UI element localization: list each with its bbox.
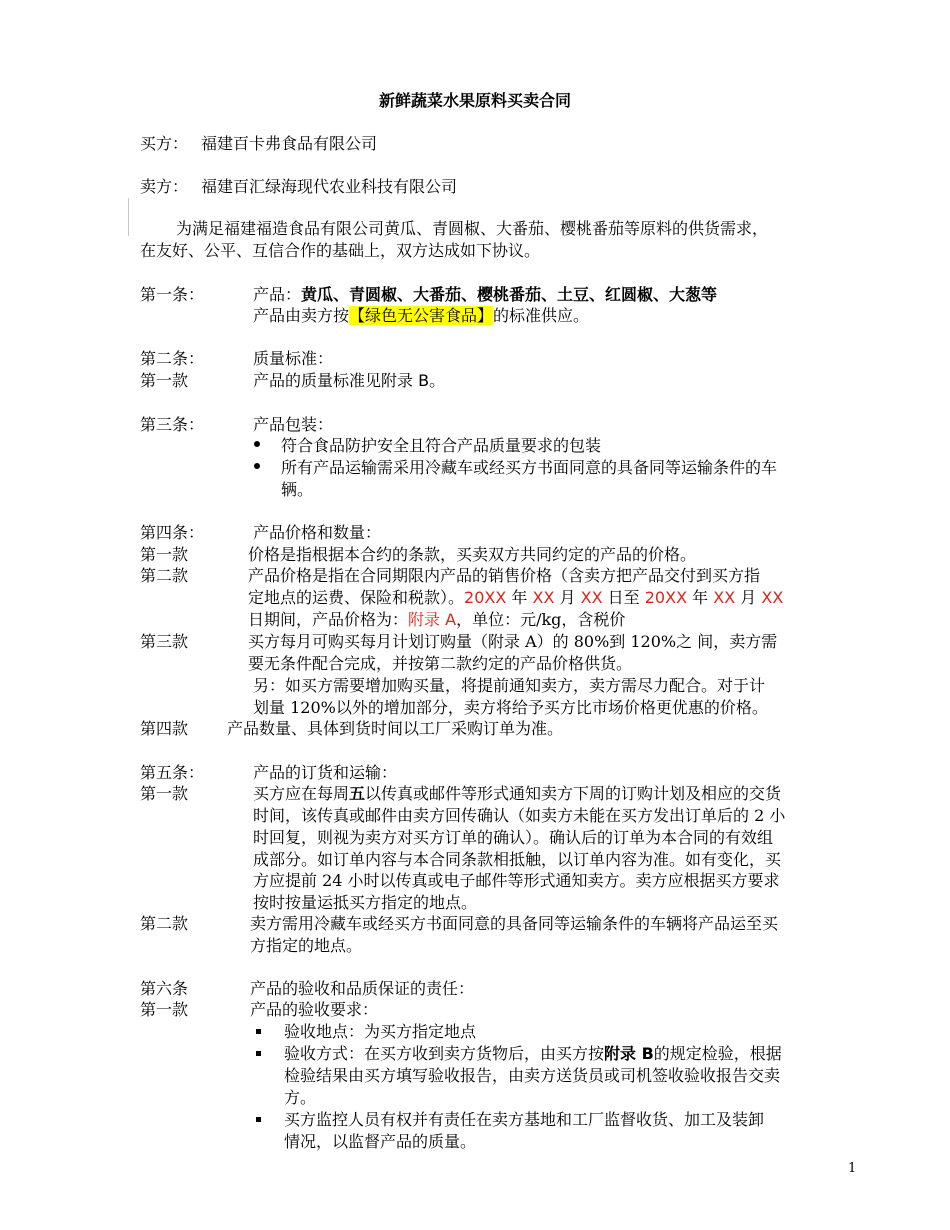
article-5-label: 第五条： (140, 763, 205, 782)
bullet-square-icon (256, 1051, 261, 1056)
bullet-dot-icon (254, 463, 260, 469)
article-4-clause-3-label: 第三款 (140, 632, 189, 651)
seller-name: 福建百汇绿海现代农业科技有限公司 (201, 177, 458, 196)
page-title: 新鲜蔬菜水果原料买卖合同 (378, 91, 571, 110)
preamble-line-2: 在友好、公平、互信合作的基础上，双方达成如下协议。 (140, 241, 541, 260)
article-4-clause-1-label: 第一款 (140, 545, 189, 564)
article-5-heading: 产品的订货和运输： (253, 763, 398, 782)
bullet-square-icon (256, 1029, 261, 1034)
article-1-products: 产品：黄瓜、青圆椒、大番茄、樱桃番茄、土豆、红圆椒、大葱等 (253, 285, 718, 304)
article-1-standard: 产品由卖方按【绿色无公害食品】的标准供应。 (253, 306, 590, 325)
article-3-heading: 产品包装： (253, 415, 334, 434)
article-2-clause-1-text: 产品的质量标准见附录 B。 (253, 371, 446, 390)
article-4-clause-1-text: 价格是指根据本合约的条款，买卖双方共同约定的产品的价格。 (248, 545, 697, 564)
article-5-clause-2-line-2: 方指定的地点。 (250, 936, 363, 955)
article-5-clause-1-line-6: 按时按量运抵买方指定的地点。 (253, 893, 478, 912)
article-5-clause-1-line-5: 方应提前 24 小时以传真或电子邮件等形式通知卖方。卖方应根据买方要求 (253, 871, 780, 890)
article-4-clause-3-line-2: 要无条件配合完成，并按第二款约定的产品价格供货。 (248, 654, 633, 673)
article-6-bullet-1: 验收地点：为买方指定地点 (284, 1022, 477, 1041)
article-6-clause-1-text: 产品的验收要求： (250, 1000, 379, 1019)
article-2-label: 第二条： (140, 349, 205, 368)
standard-highlight: 【绿色无公害食品】 (349, 306, 494, 325)
article-3-bullet-2-line-1: 所有产品运输需采用冷藏车或经买方书面同意的具备同等运输条件的车 (281, 458, 778, 477)
article-3-bullet-1: 符合食品防护安全且符合产品质量要求的包装 (281, 436, 602, 455)
article-2-heading: 质量标准： (253, 349, 334, 368)
article-4-clause-3-line-3: 另：如买方需要增加购买量，将提前通知卖方，卖方需尽力配合。对于计 (253, 676, 766, 695)
article-4-heading: 产品价格和数量： (253, 523, 382, 542)
page-number: 1 (848, 1161, 857, 1176)
article-4-clause-2-line-2: 定地点的运费、保险和税款）。20XX 年 XX 月 XX 日至 20XX 年 XX 月 XX (248, 588, 784, 607)
article-5-clause-1-line-2: 时间，该传真或邮件由卖方回传确认（如卖方未能在买方发出订单后的 2 小 (253, 806, 786, 825)
article-4-clause-2-label: 第二款 (140, 566, 189, 585)
bullet-square-icon (256, 1117, 261, 1122)
article-2-clause-1-label: 第一款 (140, 371, 189, 390)
article-6-clause-1-label: 第一款 (140, 1000, 189, 1019)
article-5-clause-1-line-3: 时回复，则视为卖方对买方订单的确认）。确认后的订单为本合同的有效组 (253, 828, 774, 847)
buyer-name: 福建百卡弗食品有限公司 (201, 134, 378, 153)
article-1-label: 第一条： (140, 285, 205, 304)
article-4-clause-4-text: 产品数量、具体到货时间以工厂采购订单为准。 (227, 719, 564, 738)
article-6-bullet-2-line-2: 检验结果由买方填写验收报告，由卖方送货员或司机签收验收报告交卖 (284, 1066, 781, 1085)
article-4-clause-2-line-3: 日期间，产品价格为：附录 A，单位：元/kg，含税价 (248, 610, 626, 629)
article-6-bullet-3-line-2: 情况，以监督产品的质量。 (284, 1132, 477, 1151)
seller-label: 卖方： (140, 177, 189, 196)
margin-change-bar (128, 198, 129, 236)
article-5-clause-1-line-4: 成部分。如订单内容与本合同条款相抵触，以订单内容为准。如有变化，买 (253, 850, 782, 869)
article-5-clause-1-line-1: 买方应在每周五以传真或邮件等形式通知卖方下周的订购计划及相应的交货 (253, 784, 782, 803)
article-5-clause-1-label: 第一款 (140, 784, 189, 803)
preamble-line-1: 为满足福建福造食品有限公司黄瓜、青圆椒、大番茄、樱桃番茄等原料的供货需求， (176, 219, 769, 238)
article-4-clause-4-label: 第四款 (140, 719, 189, 738)
article-4-label: 第四条： (140, 523, 205, 542)
article-6-heading: 产品的验收和品质保证的责任： (250, 979, 475, 998)
article-4-clause-2-line-1: 产品价格是指在合同期限内产品的销售价格（含卖方把产品交付到买方指 (248, 566, 761, 585)
article-3-label: 第三条： (140, 415, 205, 434)
article-4-clause-3-line-4: 划量 120%以外的增加部分，卖方将给予买方比市场价格更优惠的价格。 (253, 698, 768, 717)
article-5-clause-2-line-1: 卖方需用冷藏车或经买方书面同意的具备同等运输条件的车辆将产品运至买 (250, 914, 779, 933)
bullet-dot-icon (254, 441, 260, 447)
buyer-label: 买方： (140, 134, 189, 153)
article-6-bullet-2-line-1: 验收方式：在买方收到卖方货物后，由买方按附录 B的规定检验，根据 (284, 1044, 782, 1063)
article-4-clause-3-line-1: 买方每月可购买每月计划订购量（附录 A）的 80%到 120%之 间，卖方需 (248, 632, 778, 651)
article-6-bullet-2-line-3: 方。 (284, 1088, 317, 1107)
article-3-bullet-2-line-2: 辆。 (281, 480, 314, 499)
article-5-clause-2-label: 第二款 (140, 914, 189, 933)
article-6-bullet-3-line-1: 买方监控人员有权并有责任在卖方基地和工厂监督收货、加工及装卸 (284, 1110, 765, 1129)
article-6-label: 第六条 (140, 979, 189, 998)
